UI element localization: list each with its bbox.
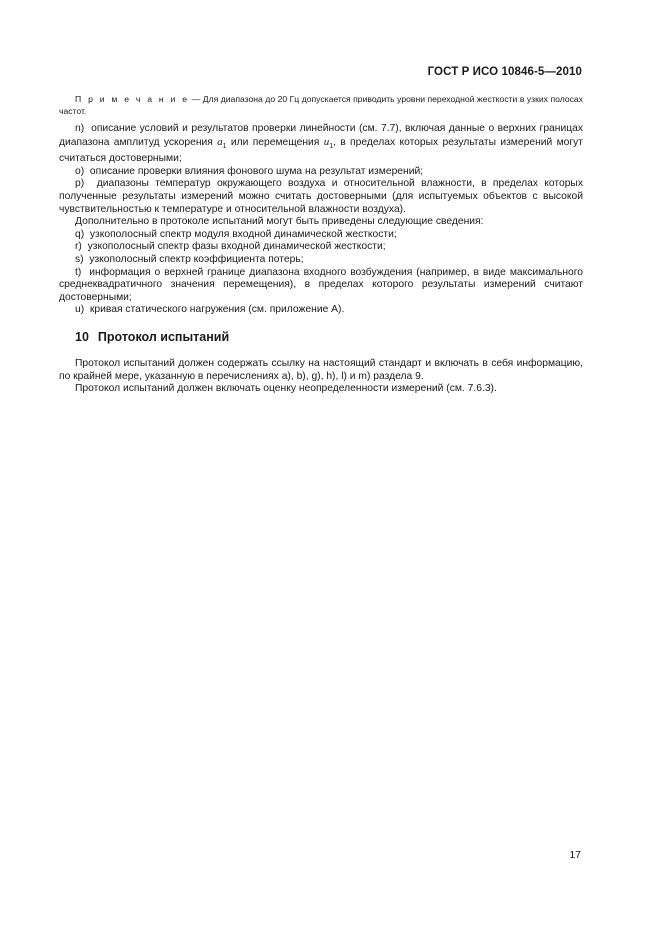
list-text: или перемещения — [226, 136, 324, 148]
list-text: описание условий и результатов проверки линейности (см. 7.7), включая данные о верхних границах диапазона амплитуд ускорения — [59, 123, 583, 148]
list-text: информация о верхней границе диапазона входного возбуждения (например, в виде максимального среднеквадратичного значения перемещения), в пределах которого результаты измерений считают достоверными; — [59, 266, 583, 303]
list-marker: n) — [75, 123, 85, 134]
list-item-n — [59, 123, 583, 166]
list-marker: u) — [75, 304, 85, 316]
variable-u: u — [323, 135, 330, 148]
list-text: диапазоны температур окружающего воздуха и относительной влажности, в пределах которых полученные результаты измерений можно считать достоверными (для испытуемых объектов с высокой чувствительностью к температуре и относительной влажности воздуха). — [59, 178, 583, 215]
section-paragraph-1: Протокол испытаний должен содержать ссылку на настоящий стандарт и включать в себя информацию, по крайней мере, указанную в перечислениях a), b), g), h), l) и m) раздела 9. — [59, 358, 583, 382]
note-paragraph — [59, 94, 583, 117]
section-title: Протокол испытаний — [97, 330, 230, 344]
list-marker: o) — [75, 165, 85, 177]
list-marker: r) — [75, 241, 82, 253]
list-item-t — [59, 267, 583, 305]
additional-info-intro: Дополнительно в протоколе испытаний могут быть приведены следующие сведения: — [75, 216, 484, 228]
variable-a: a — [217, 135, 223, 148]
list-text: узкополосный спектр коэффициента потерь; — [89, 253, 304, 265]
list-text: кривая статического нагружения (см. приложение А). — [89, 304, 345, 316]
subscript: 1 — [222, 142, 227, 150]
section-number: 10 — [75, 330, 89, 344]
list-item-r — [59, 241, 583, 254]
list-text: узкополосный спектр фазы входной динамической жесткости; — [87, 241, 386, 253]
note-label: П р и м е ч а н и е — [75, 94, 190, 104]
list-item-s — [59, 254, 583, 267]
section-paragraph-2: Протокол испытаний должен включать оценку неопределенности измерений (см. 7.6.3). — [75, 383, 497, 395]
section-body — [59, 358, 583, 396]
list-item-o — [59, 166, 583, 179]
note-text: — Для диапазона до 20 Гц допускается приводить уровни переходной жесткости в узких полосах частот. — [59, 94, 583, 116]
list-marker: p) — [75, 178, 85, 190]
list-item-u — [59, 304, 583, 317]
subscript: 1 — [329, 142, 334, 150]
list-text: , в пределах которых результаты измерений могут считаться достоверными; — [59, 136, 583, 165]
list-marker: q) — [75, 228, 85, 240]
list-marker: t) — [75, 266, 82, 278]
list-marker: s) — [75, 253, 84, 265]
section-heading — [75, 330, 229, 344]
document-code-header: ГОСТ Р ИСО 10846-5—2010 — [427, 66, 582, 78]
list-text: описание проверки влияния фонового шума на результат измерений; — [89, 165, 424, 177]
list-item-q — [59, 229, 583, 242]
list-text: узкополосный спектр модуля входной динамической жесткости; — [89, 228, 397, 240]
report-items-list — [59, 123, 583, 317]
page-number: 17 — [569, 850, 581, 861]
list-item-p — [59, 178, 583, 216]
